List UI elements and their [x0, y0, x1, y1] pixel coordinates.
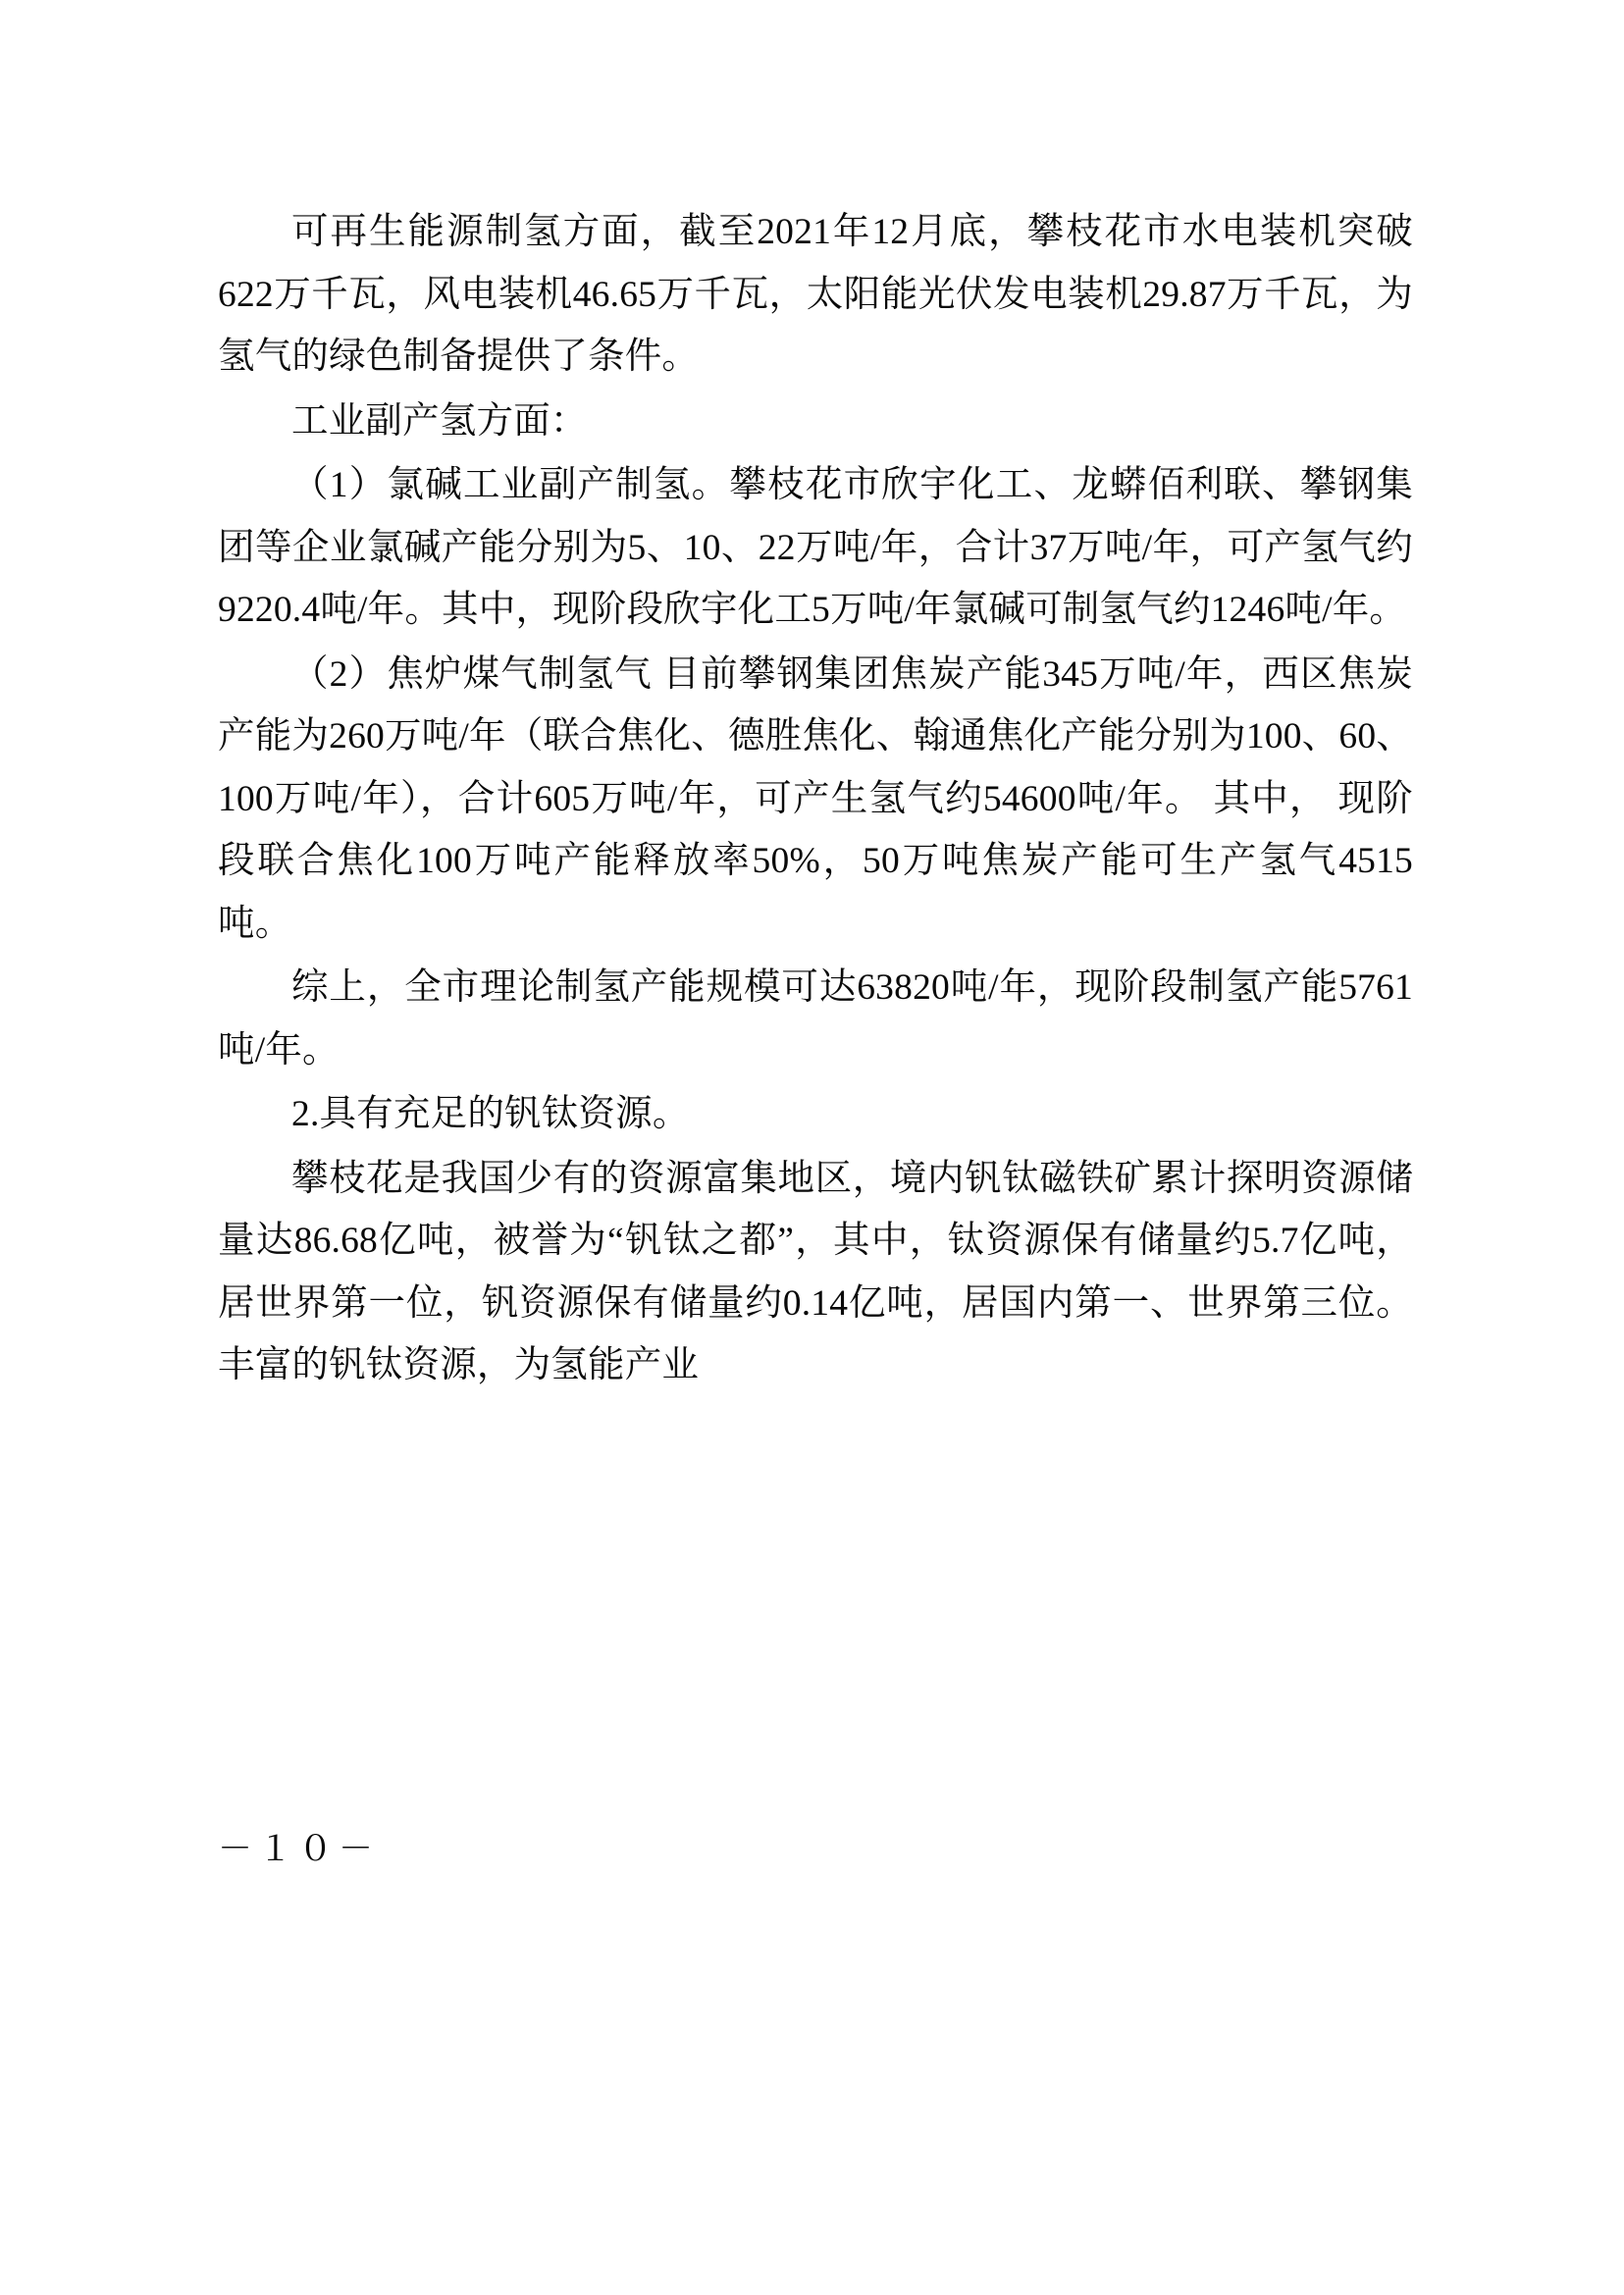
paragraph-5: 综上，全市理论制氢产能规模可达63820吨/年，现阶段制氢产能5761吨/年。 — [218, 967, 1413, 1070]
paragraph-6: 2.具有充足的钒钛资源。 — [291, 1094, 690, 1134]
document-body — [218, 201, 1413, 1399]
paragraph-2: 工业副产氢方面： — [291, 400, 588, 442]
paragraph-3: （1）氯碱工业副产制氢。攀枝花市欣宇化工、龙蟒佰利联、攀钢集团等企业氯碱产能分别为5、10、22万吨/年，合计37万吨/年，可产氢气约9220.4吨/年。其中，现阶段欣宇化工5万吨/年氯碱可制氢气约1246吨/年。 — [218, 465, 1413, 630]
paragraph-1: 可再生能源制氢方面，截至2021年12月底，攀枝花市水电装机突破622万千瓦，风电装机46.65万千瓦，太阳能光伏发电装机29.87万千瓦，为氢气的绿色制备提供了条件。 — [218, 212, 1413, 377]
page-number: －１０－ — [218, 1830, 380, 1868]
paragraph-4: （2）焦炉煤气制氢气 目前攀钢集团焦炭产能345万吨/年，西区焦炭产能为260万吨/年（联合焦化、德胜焦化、翰通焦化产能分别为100、60、100万吨/年），合计605万吨/年，可产生氢气约54600吨/年。 其中， 现阶段联合焦化100万吨产能释放率50%，50万吨焦炭产能可生产氢气4515吨。 — [218, 653, 1413, 944]
paragraph-7: 攀枝花是我国少有的资源富集地区，境内钒钛磁铁矿累计探明资源储量达86.68亿吨，被誉为“钒钛之都”，其中，钛资源保有储量约5.7亿吨，居世界第一位，钒资源保有储量约0.14亿吨，居国内第一、世界第三位。丰富的钒钛资源，为氢能产业 — [218, 1158, 1413, 1385]
